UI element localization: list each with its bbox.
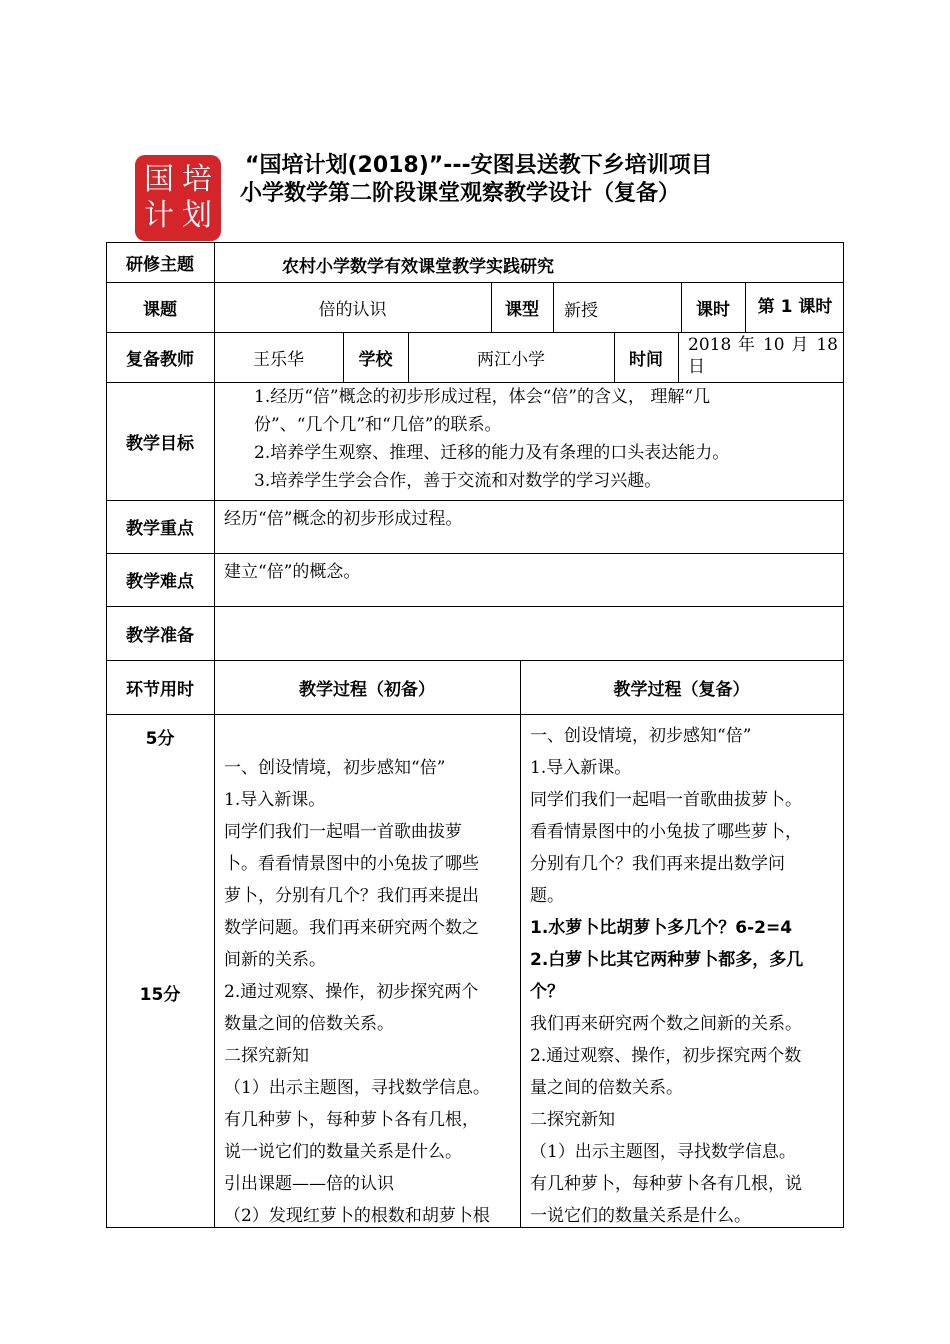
col-initial-header: 教学过程（初备） <box>299 679 435 700</box>
revised-process-line: 同学们我们一起唱一首歌曲拔萝卜。 <box>530 790 802 810</box>
table-border <box>106 714 844 715</box>
time-value: 2018 年 10 月 18 日 <box>688 335 838 377</box>
guopei-logo <box>135 155 221 241</box>
difficulty-label: 教学难点 <box>126 572 194 592</box>
revised-process-line: 2.通过观察、操作，初步探究两个数 <box>530 1046 802 1066</box>
initial-process-line: 同学们我们一起唱一首歌曲拔萝 <box>224 822 462 842</box>
goal-line: 1.经历“倍”概念的初步形成过程，体会“倍”的含义， 理解“几 <box>254 387 711 407</box>
logo-char: 划 <box>182 198 212 233</box>
revised-process-line: 我们再来研究两个数之间新的关系。 <box>530 1014 802 1034</box>
goals-label: 教学目标 <box>126 433 194 454</box>
table-border <box>678 332 679 382</box>
revised-process-line: 有几种萝卜，每种萝卜各有几根，说 <box>530 1174 802 1194</box>
topic-label: 研修主题 <box>126 254 194 275</box>
revised-process-line: 量之间的倍数关系。 <box>530 1078 683 1098</box>
initial-process-text <box>224 752 516 1232</box>
prep-label: 教学准备 <box>126 625 194 646</box>
initial-process-line: 萝卜，分别有几个？我们再来提出 <box>224 886 479 906</box>
lesson-value: 倍的认识 <box>318 299 387 320</box>
type-value: 新授 <box>564 301 598 321</box>
initial-process-line: 数量之间的倍数关系。 <box>224 1014 394 1034</box>
goal-line: 份”、“几个几”和“几倍”的联系。 <box>254 415 502 435</box>
difficulty-value: 建立“倍”的概念。 <box>224 562 361 582</box>
col-time-header: 环节用时 <box>126 679 194 700</box>
teacher-label: 复备教师 <box>126 349 194 370</box>
revised-process-line: 个？ <box>530 982 564 1002</box>
revised-process-text <box>530 720 840 1232</box>
table-border <box>745 282 746 332</box>
period-value: 第 1 课时 <box>757 297 833 317</box>
lesson-label: 课题 <box>143 299 177 320</box>
school-value: 两江小学 <box>477 349 545 370</box>
school-label: 学校 <box>358 349 393 370</box>
key-value: 经历“倍”概念的初步形成过程。 <box>224 509 463 529</box>
table-border <box>214 242 215 1228</box>
topic-value: 农村小学数学有效课堂教学实践研究 <box>282 257 554 277</box>
time-mark-5: 5分 <box>145 728 175 749</box>
revised-process-line: 题。 <box>530 886 564 906</box>
initial-process-line: 1.导入新课。 <box>224 790 326 810</box>
table-border <box>106 242 844 243</box>
teacher-value: 王乐华 <box>253 349 304 370</box>
logo-char: 国 <box>144 162 174 197</box>
col-revised-header: 教学过程（复备） <box>613 679 750 700</box>
initial-process-line: 说一说它们的数量关系是什么。 <box>224 1142 462 1162</box>
goal-line: 3.培养学生学会合作，善于交流和对数学的学习兴趣。 <box>254 471 662 491</box>
doc-title-line1: “国培计划(2018)”---安图县送教下乡培训项目 <box>245 153 713 178</box>
time-mark-15: 15分 <box>139 984 181 1005</box>
revised-process-line: 一说它们的数量关系是什么。 <box>530 1206 751 1226</box>
logo-char: 培 <box>182 162 212 197</box>
table-border <box>106 553 844 554</box>
revised-process-line: 1.导入新课。 <box>530 758 632 778</box>
doc-title-line2: 小学数学第二阶段课堂观察教学设计（复备） <box>240 181 681 206</box>
time-label: 时间 <box>629 349 663 370</box>
initial-process-line: 间新的关系。 <box>224 950 326 970</box>
initial-process-line: （2）发现红萝卜的根数和胡萝卜根 <box>224 1206 490 1226</box>
table-border <box>843 242 844 1228</box>
revised-process-line: 一、创设情境，初步感知“倍” <box>530 726 752 746</box>
goal-line: 2.培养学生观察、推理、迁移的能力及有条理的口头表达能力。 <box>254 443 730 463</box>
key-label: 教学重点 <box>126 519 194 539</box>
initial-process-line: 二探究新知 <box>224 1046 309 1066</box>
type-label: 课型 <box>505 299 539 320</box>
period-label: 课时 <box>696 299 730 320</box>
initial-process-line: 一、创设情境，初步感知“倍” <box>224 758 446 778</box>
table-border <box>520 660 521 1228</box>
revised-process-line: （1）出示主题图，寻找数学信息。 <box>530 1142 796 1162</box>
initial-process-line: 2.通过观察、操作，初步探究两个 <box>224 982 479 1002</box>
initial-process-line: （1）出示主题图，寻找数学信息。 <box>224 1078 490 1098</box>
table-border <box>106 500 844 501</box>
table-border <box>106 606 844 607</box>
initial-process-line: 有几种萝卜，每种萝卜各有几根， <box>224 1110 479 1130</box>
revised-process-line: 二探究新知 <box>530 1110 615 1130</box>
revised-process-line: 看看情景图中的小兔拔了哪些萝卜， <box>530 822 802 842</box>
revised-process-line: 分别有几个？我们再来提出数学问 <box>530 854 785 874</box>
revised-process-line: 2.白萝卜比其它两种萝卜都多，多几 <box>530 950 804 970</box>
initial-process-line: 数学问题。我们再来研究两个数之 <box>224 918 479 938</box>
table-border <box>553 282 554 332</box>
revised-process-line: 1.水萝卜比胡萝卜多几个？6-2=4 <box>530 918 793 938</box>
initial-process-line: 引出课题——倍的认识 <box>224 1174 394 1194</box>
initial-process-line: 卜。看看情景图中的小兔拔了哪些 <box>224 854 479 874</box>
logo-char: 计 <box>144 198 174 233</box>
goals-list <box>224 383 842 495</box>
